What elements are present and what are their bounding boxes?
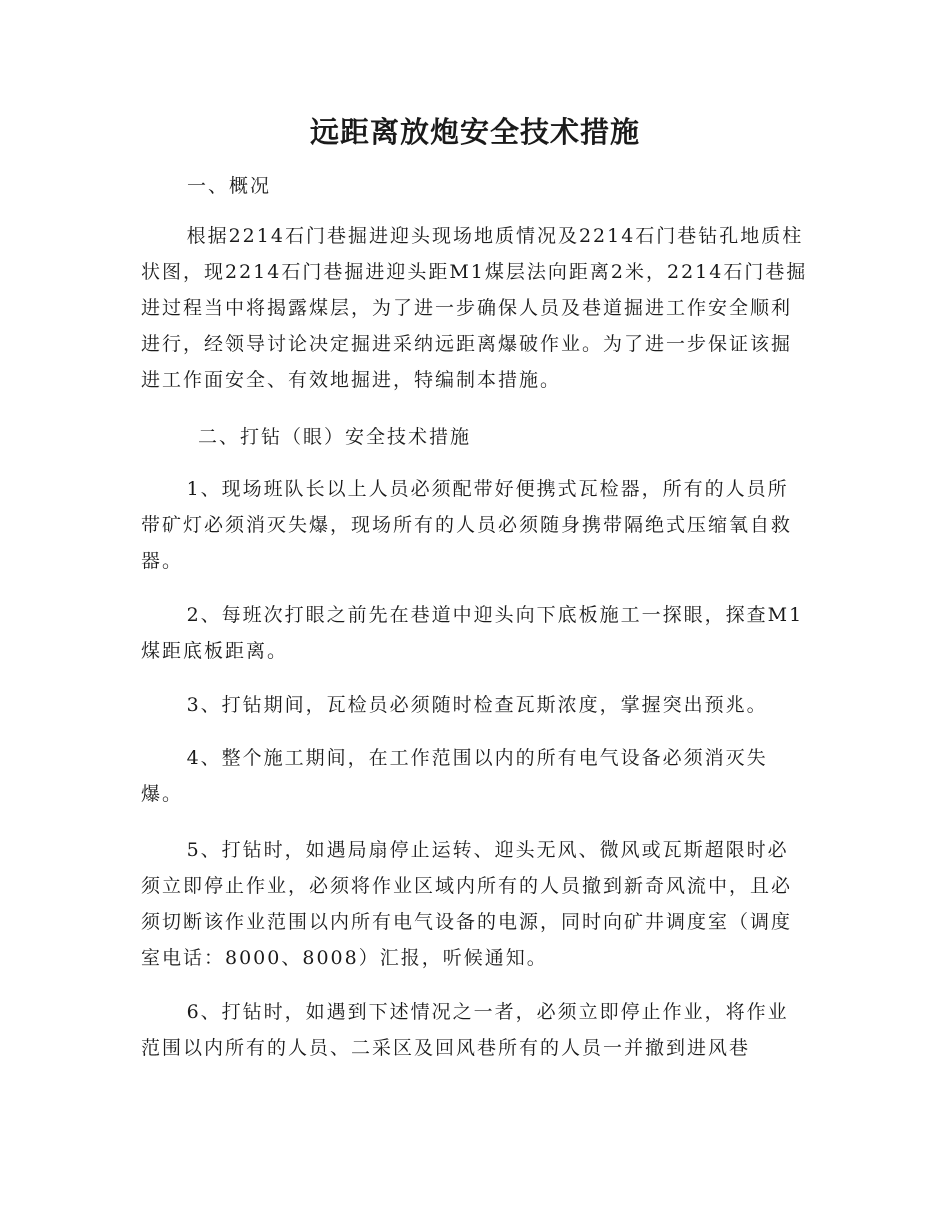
measure-item-6-block: [141, 994, 809, 1066]
overview-paragraph: 根据2214石门巷掘进迎头现场地质情况及2214石门巷钻孔地质柱状图，现2214石门巷掘进迎头距M1煤层法向距离2米，2214石门巷掘进过程当中将揭露煤层，为了进一步确保人员及巷道掘进工作安全顺利进行，经领导讨论决定掘进采纳远距离爆破作业。为了进一步保证该掘进工作面安全、有效地掘进，特编制本措施。: [141, 225, 808, 391]
overview-paragraph-block: [141, 218, 809, 398]
measure-item-5: 5、打钻时，如遇局扇停止运转、迎头无风、微风或瓦斯超限时必须立即停止作业，必须将作业区域内所有的人员撤到新奇风流中，且必须切断该作业范围以内所有电气设备的电源，同时向矿井调度室（调度室电话：8000、8008）汇报，听候通知。: [141, 839, 793, 969]
measure-item-1-block: [141, 471, 809, 579]
measure-item-2-block: [141, 597, 809, 669]
measure-item-3: 3、打钻期间，瓦检员必须随时检查瓦斯浓度，掌握突出预兆。: [186, 694, 768, 716]
section-heading-drilling-measures: 二、打钻（眼）安全技术措施: [198, 426, 472, 448]
measure-item-6: 6、打钻时，如遇到下述情况之一者，必须立即停止作业，将作业范围以内所有的人员、二采区及回风巷所有的人员一并撤到进风巷: [141, 1001, 789, 1059]
measure-item-4: 4、整个施工期间，在工作范围以内的所有电气设备必须消灭失爆。: [141, 747, 768, 805]
section-heading-overview: 一、概况: [187, 175, 272, 197]
measure-item-4-block: [141, 740, 809, 812]
measure-item-2: 2、每班次打眼之前先在巷道中迎头向下底板施工一探眼，探查M1煤距底板距离。: [141, 604, 804, 662]
document-title: 远距离放炮安全技术措施: [309, 115, 640, 149]
measure-item-5-block: [141, 832, 809, 976]
measure-item-3-block: [141, 687, 809, 723]
measure-item-1: 1、现场班队长以上人员必须配带好便携式瓦检器，所有的人员所带矿灯必须消灭失爆，现场所有的人员必须随身携带隔绝式压缩氧自救器。: [141, 478, 793, 572]
